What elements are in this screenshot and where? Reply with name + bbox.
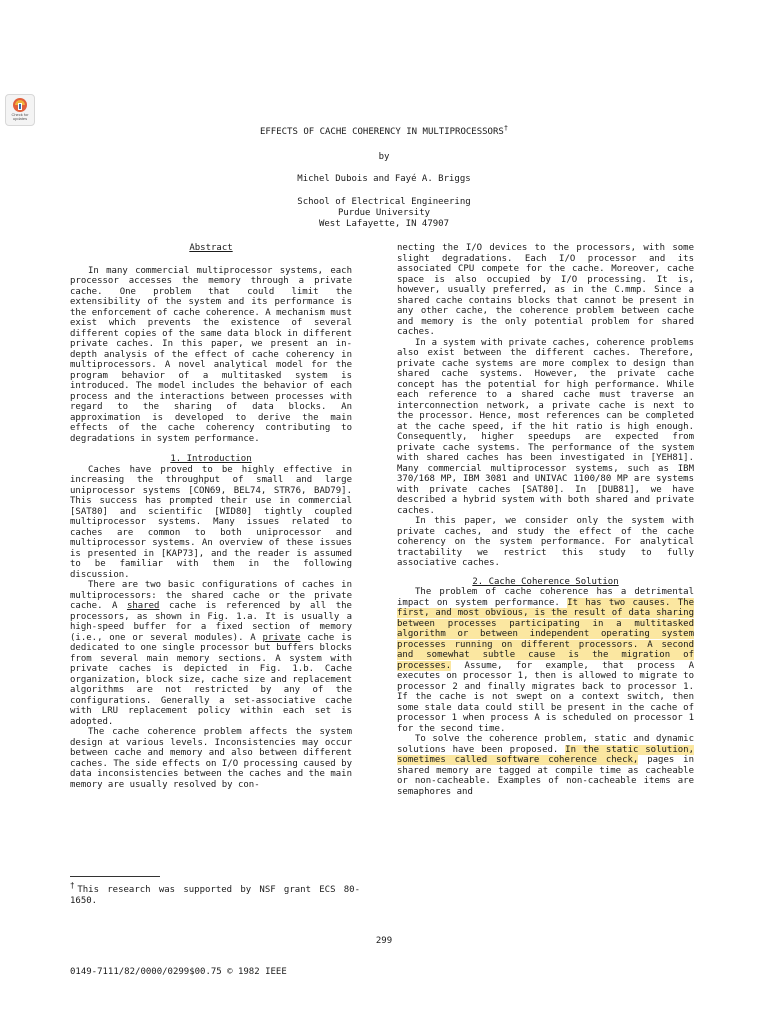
- authors: Michel Dubois and Fayé A. Briggs: [297, 174, 471, 184]
- footnote-mark: †: [70, 881, 78, 890]
- page-number: 299: [375, 936, 393, 946]
- shared-term: shared: [126, 601, 160, 611]
- badge-label: Check for updates: [11, 112, 29, 121]
- intro-paragraph-2: There are two basic configurations of caches in multiprocessors: the shared cache or the private cache. A shared cache is referenced by all the processors, as shown in Fig. 1.a. It is usually a high-speed buffer for a fixed section of memory (i.e., one or several modules). A private cache is dedicated to one single processor but buffers blocks from several main memory sections. A system with private caches is depicted in Fig. 1.b. Cache organization, block size, cache size and replacement algorithms are not restricted by any of the configurations. Generally a set-associative cache with LRU replacement policy within each set is adopted.: [70, 580, 352, 727]
- right-paragraph-1: necting the I/O devices to the processors, with some slight degradations. Each I/O processor and its associated CPU compete for the cache. Moreover, cache space is also occupied by I/O processing. It is, however, usually preferred, as in the C.mmp. Since a shared cache contains blocks that cannot be present in any other cache, the coherence problem between cache and memory is the only potential problem for shared caches.: [397, 243, 694, 337]
- left-column: [70, 243, 352, 790]
- introduction-heading: 1. Introduction: [170, 454, 252, 464]
- footnote-rule: [70, 876, 160, 877]
- title-footnote-mark: †: [503, 124, 509, 132]
- affiliation-school: School of Electrical Engineering: [297, 197, 471, 207]
- crossmark-icon: [12, 97, 28, 113]
- abstract-text: In many commercial multiprocessor systems, each processor accesses the memory through a private cache. One problem that could limit the extensibility of the system and its performance is the enforcement of cache coherence. A mechanism must exist which prevents the existence of several different copies of the same data block in different private caches. In this paper, we present an in-depth analysis of the effect of cache coherency in multiprocessors. A novel analytical model for the program behavior of a multitasked system is introduced. The model includes the behavior of each process and the interactions between processes with regard to the sharing of data blocks. An approximation is developed to derive the main effects of the cache coherency contributing to degradations in system performance.: [70, 265, 352, 444]
- right-column: [397, 243, 694, 797]
- check-for-updates-badge[interactable]: [5, 94, 35, 126]
- section-2-paragraph-2: To solve the coherence problem, static and dynamic solutions have been proposed. In the static solution, sometimes called software coherence check, pages in shared memory are tagged at compile time as cacheable or non-cacheable. Examples of non-cacheable items are semaphores and: [397, 734, 695, 797]
- by-line: by: [378, 152, 390, 162]
- intro-paragraph-3: The cache coherence problem affects the system design at various levels. Inconsistencies may occur between cache and memory and also between different caches. The side effects on I/O processing caused by data inconsistencies between the caches and the main memory are usually resolved by con-: [70, 727, 352, 790]
- abstract-heading: Abstract: [189, 243, 233, 253]
- affiliation-address: West Lafayette, IN 47907: [318, 219, 450, 229]
- copyright-line: 0149-7111/82/0000/0299$00.75 © 1982 IEEE: [70, 967, 287, 977]
- right-paragraph-2: In a system with private caches, coherence problems also exist between the different caches. Therefore, private cache systems are more complex to design than shared cache systems. However, the private cache concept has the potential for high performance. While each reference to a shared cache must traverse an interconnection network, a private cache is next to the processor. Hence, most references can be completed at the cache speed, if the hit ratio is high enough. Consequently, higher speedups are expected from private cache systems. The performance of the system with shared caches has been investigated in [YEH81]. Many commercial multiprocessor systems, such as IBM 370/168 MP, IBM 3081 and UNIVAC 1100/80 MP are systems with private caches [SAT80]. In [DUB81], we have described a hybrid system with both shared and private caches.: [397, 337, 694, 516]
- footnote: [70, 880, 360, 907]
- affiliation-university: Purdue University: [337, 208, 431, 218]
- section-2-paragraph-1: The problem of cache coherence has a detrimental impact on system performance. It has two causes. The first, and most obvious, is the result of data sharing between processes participating in a multitasked algorithm or between independent operating system processes running on different processors. A second and somewhat subtle cause is the migration of processes. Assume, for example, that process A executes on processor 1, then is allowed to migrate to processor 2 and finally migrates back to processor 1. If the cache is not swept on a context switch, then some stale data could still be present in the cache of processor 1 when process A is scheduled on processor 1 for the second time.: [397, 587, 694, 734]
- paper-title: EFFECTS OF CACHE COHERENCY IN MULTIPROCESSORS†: [259, 124, 509, 137]
- private-term: private: [262, 632, 301, 643]
- section-2-heading: 2. Cache Coherence Solution: [472, 576, 619, 587]
- intro-paragraph-1: Caches have proved to be highly effective in increasing the throughput of small and large uniprocessor systems [CON69, BEL74, STR76, BAD79]. This success has prompted their use in commercial [SAT80] and scientific [WID80] tightly coupled multiprocessor systems. Many issues related to caches are common to both uniprocessor and multiprocessor systems. An overview of these issues is presented in [KAP73], and the reader is assumed to be familiar with them in the following discussion.: [70, 464, 352, 580]
- highlight-causes[interactable]: It has two causes. The first, and most obvious, is the result of data sharing between processes participating in a multitasked algorithm or between independent operating system processes running on different processors. A second and somewhat subtle cause is the migration of processes.: [397, 597, 694, 671]
- highlight-static-solution[interactable]: In the static solution, sometimes called software coherence check,: [397, 744, 695, 765]
- affiliation: [0, 197, 768, 230]
- right-paragraph-3: In this paper, we consider only the system with private caches, and study the effect of the cache coherency on the system performance. For analytical tractability we restrict this study to fully associative caches.: [397, 516, 694, 568]
- footnote-text: This research was supported by NSF grant ECS 80-1650.: [70, 885, 360, 906]
